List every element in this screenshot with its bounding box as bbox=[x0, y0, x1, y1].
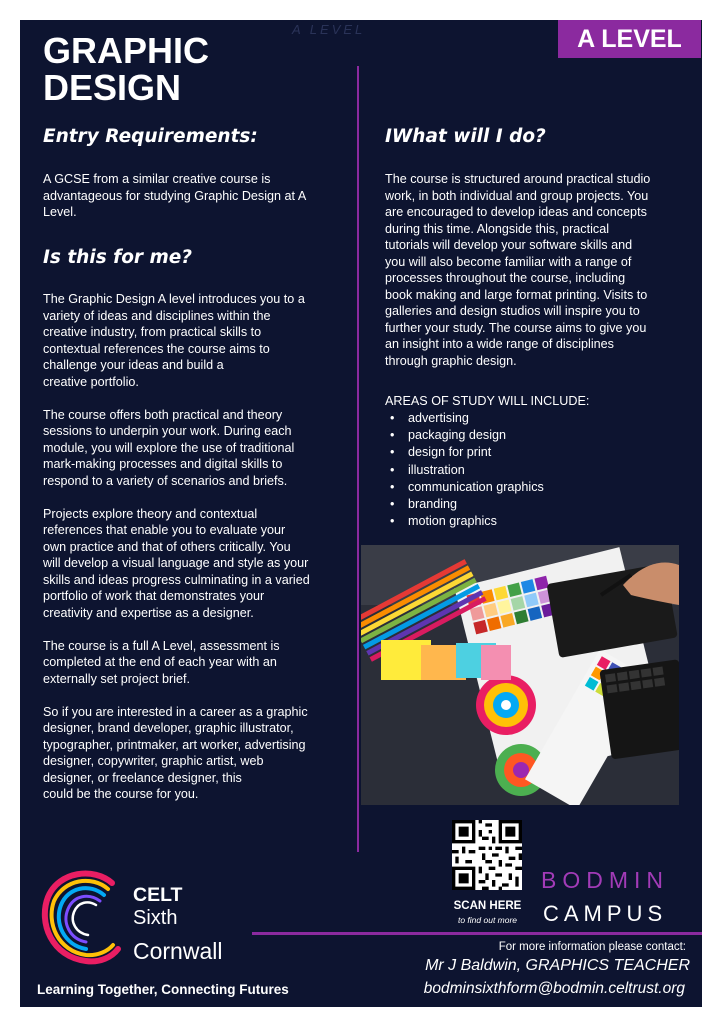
is-this-for-me-text bbox=[43, 291, 343, 803]
text-line: challenge your ideas and build a bbox=[43, 358, 224, 372]
text-line: sessions to underpin your work. During each bbox=[43, 424, 292, 438]
text-line: designer, brand developer, graphic illustrator, bbox=[43, 721, 294, 735]
text-line: completed at the end of each year with an bbox=[43, 655, 277, 669]
text-line: The Graphic Design A level introduces you to a bbox=[43, 292, 305, 306]
column-divider bbox=[357, 66, 359, 852]
text-line: galleries and design studios will inspire you to bbox=[385, 304, 640, 318]
text-line: The course is a full A Level, assessment is bbox=[43, 638, 280, 653]
a-level-badge: A LEVEL bbox=[558, 20, 701, 58]
flyer-page bbox=[20, 20, 702, 1007]
text-line: Level. bbox=[43, 205, 77, 219]
text-line: variety of ideas and disciplines within the bbox=[43, 308, 271, 323]
title-line-2: DESIGN bbox=[43, 67, 182, 108]
logo-text-cornwall: Cornwall bbox=[133, 938, 223, 964]
footer-divider bbox=[252, 932, 702, 935]
text-line: during this time. Alongside this, practical bbox=[385, 221, 609, 236]
logo-text-celt: CELT bbox=[133, 884, 183, 906]
text-line: The course offers both practical and theory bbox=[43, 407, 283, 422]
list-item: • design for print bbox=[385, 444, 544, 461]
text-line: respond to a variety of scenarios and briefs. bbox=[43, 473, 288, 488]
faint-header-text: A LEVEL bbox=[292, 22, 366, 37]
scan-here-subtitle: to find out more bbox=[457, 915, 518, 925]
text-line: So if you are interested in a career as a graphic bbox=[43, 704, 308, 719]
text-line: advantageous for studying Graphic Design at A bbox=[43, 188, 307, 203]
text-line: an insight into a wide range of disciplines bbox=[385, 337, 614, 351]
text-line: mark-making processes and digital skills to bbox=[43, 457, 283, 471]
list-item: • illustration bbox=[385, 462, 544, 479]
contact-name: Mr J Baldwin, GRAPHICS TEACHER bbox=[425, 957, 690, 974]
text-line: Projects explore theory and contextual bbox=[43, 506, 258, 521]
paragraph-projects bbox=[43, 506, 343, 622]
what-will-i-do-heading: IWhat will I do? bbox=[385, 126, 546, 147]
text-line: work, in both individual and group projects. You bbox=[385, 188, 649, 203]
what-will-i-do-text bbox=[385, 171, 685, 369]
text-line: A GCSE from a similar creative course is bbox=[43, 172, 271, 186]
text-line: own practice and that of others critically. You bbox=[43, 539, 291, 554]
title-line-1: GRAPHIC bbox=[43, 30, 210, 71]
text-line: tutorials will develop your software skills and bbox=[385, 238, 633, 252]
text-line: further your study. The course aims to give you bbox=[385, 320, 647, 335]
text-line: are encouraged to develop ideas and concepts bbox=[385, 205, 647, 219]
text-line: you will also become familiar with a range of bbox=[385, 254, 632, 269]
campus-label: CAMPUS bbox=[543, 901, 668, 926]
text-line: designer, copywriter, graphic artist, web bbox=[43, 754, 264, 768]
areas-of-study-list bbox=[385, 410, 544, 530]
text-line: typographer, printmaker, art worker, advertising bbox=[43, 737, 306, 752]
qr-code-icon[interactable] bbox=[452, 820, 522, 890]
contact-email[interactable]: bodminsixthform@bodmin.celtrust.org bbox=[423, 980, 685, 997]
paragraph-sessions bbox=[43, 407, 343, 490]
text-line: module, you will explore the use of traditional bbox=[43, 440, 295, 455]
contact-label: For more information please contact: bbox=[498, 941, 686, 953]
paragraph-careers bbox=[43, 704, 343, 803]
list-item: • motion graphics bbox=[385, 513, 544, 530]
is-this-for-me-heading: Is this for me? bbox=[43, 247, 193, 268]
design-materials-photo bbox=[361, 545, 679, 805]
text-line: The course is structured around practical studio bbox=[385, 172, 651, 186]
text-line: portfolio of work that demonstrates your bbox=[43, 589, 265, 603]
paragraph-intro bbox=[43, 291, 343, 390]
logo-text-sixth: Sixth bbox=[133, 907, 178, 929]
areas-of-study-heading: AREAS OF STUDY WILL INCLUDE: bbox=[385, 394, 590, 408]
entry-requirements-heading: Entry Requirements: bbox=[43, 126, 258, 147]
text-line: externally set project brief. bbox=[43, 671, 190, 686]
text-line: contextual references the course aims to bbox=[43, 341, 270, 356]
text-line: through graphic design. bbox=[385, 353, 517, 368]
text-line: will develop a visual language and style as your bbox=[43, 556, 309, 570]
text-line: references that enable you to evaluate your bbox=[43, 523, 286, 537]
scan-here-label: SCAN HERE bbox=[453, 900, 522, 912]
text-line: creativity and expertise as a designer. bbox=[43, 605, 254, 620]
entry-requirements-text bbox=[43, 171, 336, 221]
list-item: • advertising bbox=[385, 410, 544, 427]
campus-name: BODMIN bbox=[541, 867, 669, 893]
list-item: • communication graphics bbox=[385, 479, 544, 496]
paragraph-assessment bbox=[43, 638, 343, 688]
list-item: • packaging design bbox=[385, 427, 544, 444]
celt-logo-icon bbox=[34, 865, 134, 967]
tagline: Learning Together, Connecting Futures bbox=[37, 982, 289, 997]
text-line: designer, or freelance designer, this bbox=[43, 770, 242, 785]
text-line: skills and ideas progress culminating in a varied bbox=[43, 572, 310, 587]
text-line: processes throughout the course, including bbox=[385, 271, 626, 285]
page-title bbox=[43, 32, 303, 106]
list-item: • branding bbox=[385, 496, 544, 513]
text-line: could be the course for you. bbox=[43, 787, 199, 801]
text-line: creative industry, from practical skills to bbox=[43, 325, 262, 339]
text-line: book making and large format printing. Visits to bbox=[385, 287, 648, 302]
text-line: creative portfolio. bbox=[43, 374, 139, 389]
